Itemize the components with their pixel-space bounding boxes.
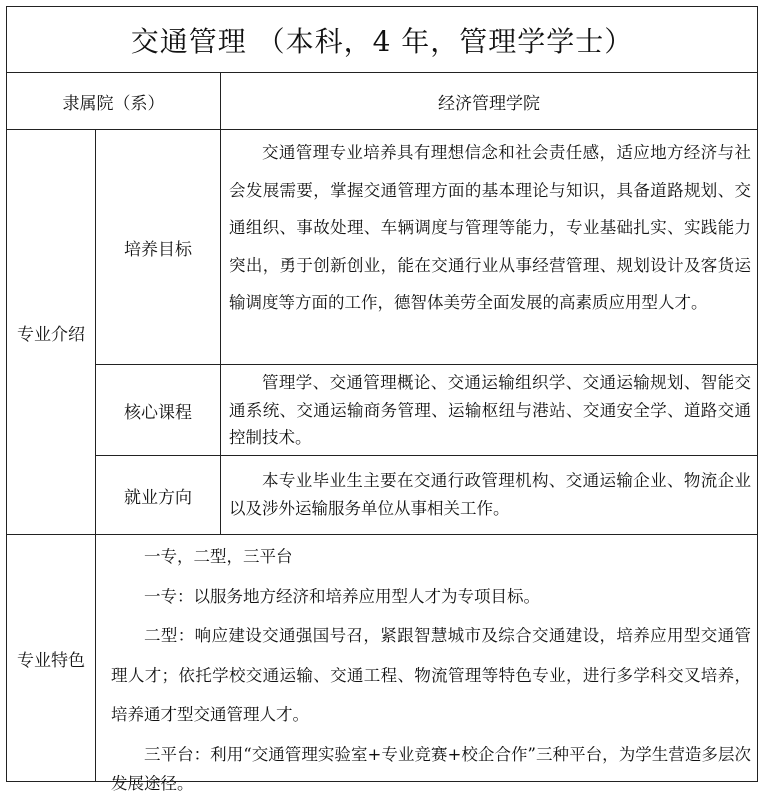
page-title: 交通管理 （本科，4 年，管理学学士） (130, 24, 634, 58)
dept-label: 隶属院（系） (62, 93, 165, 114)
goal-label: 培养目标 (124, 239, 192, 260)
divider (220, 130, 221, 534)
program-table (6, 6, 758, 793)
career-text: 本专业毕业生主要在交通行政管理机构、交通运输企业、物流企业以及涉外运输服务单位从事相关工作。 (229, 471, 751, 518)
dept-value: 经济管理学院 (438, 93, 540, 114)
core-text: 管理学、交通管理概论、交通运输组织学、交通运输规划、智能交通系统、交通运输商务管理、运输枢纽与港站、交通安全学、道路交通控制技术。 (229, 373, 751, 447)
feature-paragraph: 一专，二型，三平台 (144, 547, 293, 566)
feature-paragraph: 二型：响应建设交通强国号召，紧跟智慧城市及综合交通建设，培养应用型交通管理人才；依托学校交通运输、交通工程、物流管理等特色专业，进行多学科交叉培养，培养通才型交通管理人才。 (111, 626, 751, 724)
intro-label: 专业介绍 (17, 324, 85, 345)
goal-text: 交通管理专业培养具有理想信念和社会责任感，适应地方经济与社会发展需要，掌握交通管理方面的基本理论与知识，具备道路规划、交通组织、事故处理、车辆调度与管理等能力，专业基础扎实、实践能力突出，勇于创新创业，能在交通行业从事经营管理、规划设计及客货运输调度等方面的工作，德智体美劳全面发展的高素质应用型人才。 (229, 143, 751, 313)
core-label: 核心课程 (124, 402, 192, 423)
feature-paragraph: 一专：以服务地方经济和培养应用型人才为专项目标。 (144, 586, 540, 606)
feature-paragraph: 三平台：利用“交通管理实验室+专业竞赛+校企合作”三种平台，为学生营造多层次发展途径。 (111, 744, 751, 793)
career-label: 就业方向 (124, 487, 192, 508)
features-label: 专业特色 (17, 650, 85, 671)
divider (7, 534, 757, 535)
features-text (111, 537, 751, 798)
